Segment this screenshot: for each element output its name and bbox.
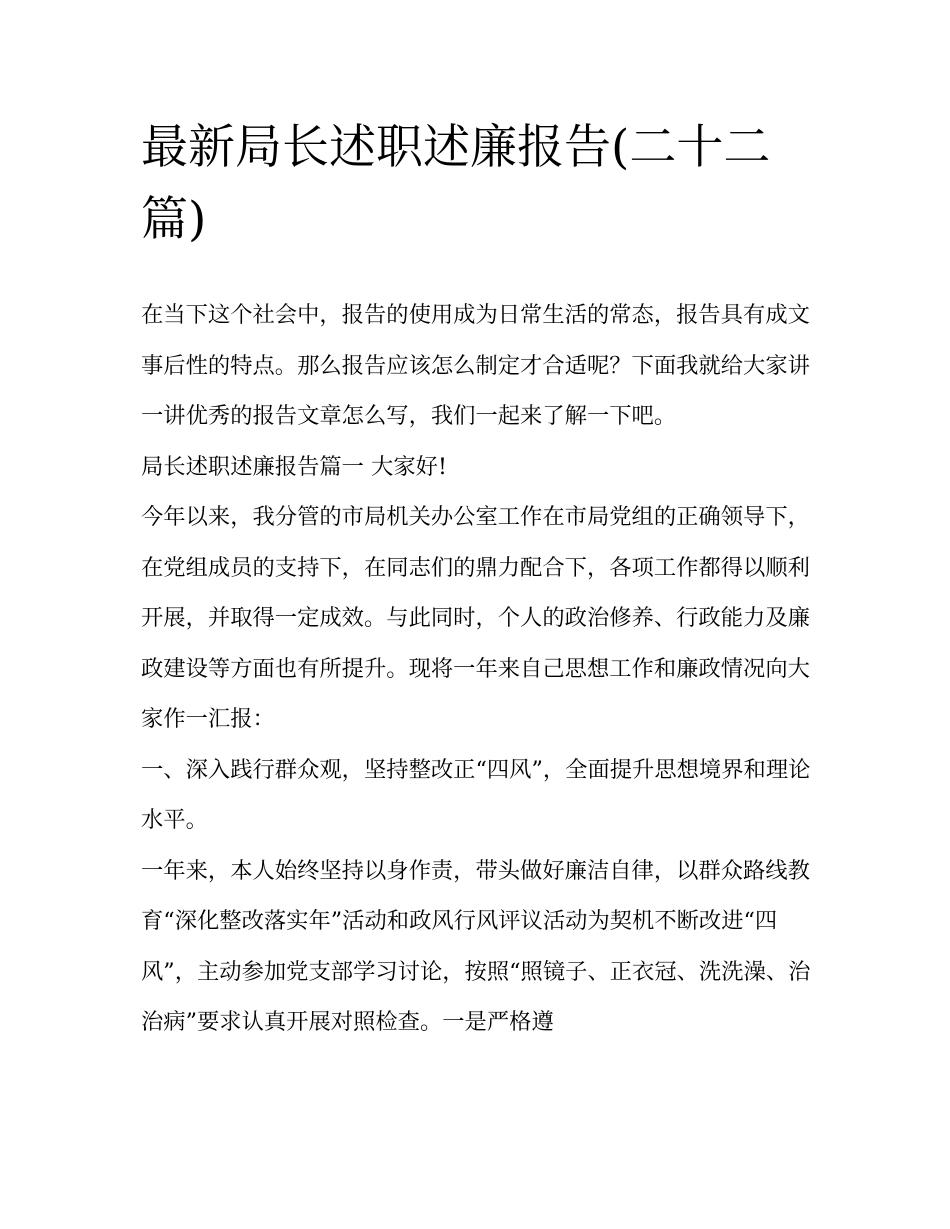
section-heading-greeting: 局长述职述廉报告篇一 大家好! <box>141 453 447 480</box>
document-body <box>141 112 811 1048</box>
intro-paragraph: 在当下这个社会中，报告的使用成为日常生活的常态，报告具有成文事后性的特点。那么报告应该怎么制定才合适呢？下面我就给大家讲一讲优秀的报告文章怎么写，我们一起来了解一下吧。 <box>141 302 810 429</box>
body-paragraph: 一年来，本人始终坚持以身作责，带头做好廉洁自律，以群众路线教育“深化整改落实年”活动和政风行风评议活动为契机不断改进“四风”，主动参加党支部学习讨论，按照“照镜子、正衣冠、洗洗澡、治治病”要求认真开展对照检查。一是严格遵 <box>141 857 811 1035</box>
body-paragraph: 今年以来，我分管的市局机关办公室工作在市局党组的正确领导下，在党组成员的支持下，在同志们的鼎力配合下，各项工作都得以顺利开展，并取得一定成效。与此同时，个人的政治修养、行政能力及廉政建设等方面也有所提升。现将一年来自己思想工作和廉政情况向大家作一汇报： <box>141 504 810 732</box>
section-heading-one: 一、深入践行群众观，坚持整改正“四风”，全面提升思想境界和理论水平。 <box>141 756 811 833</box>
document-title: 最新局长述职述廉报告(二十二篇) <box>141 120 771 247</box>
